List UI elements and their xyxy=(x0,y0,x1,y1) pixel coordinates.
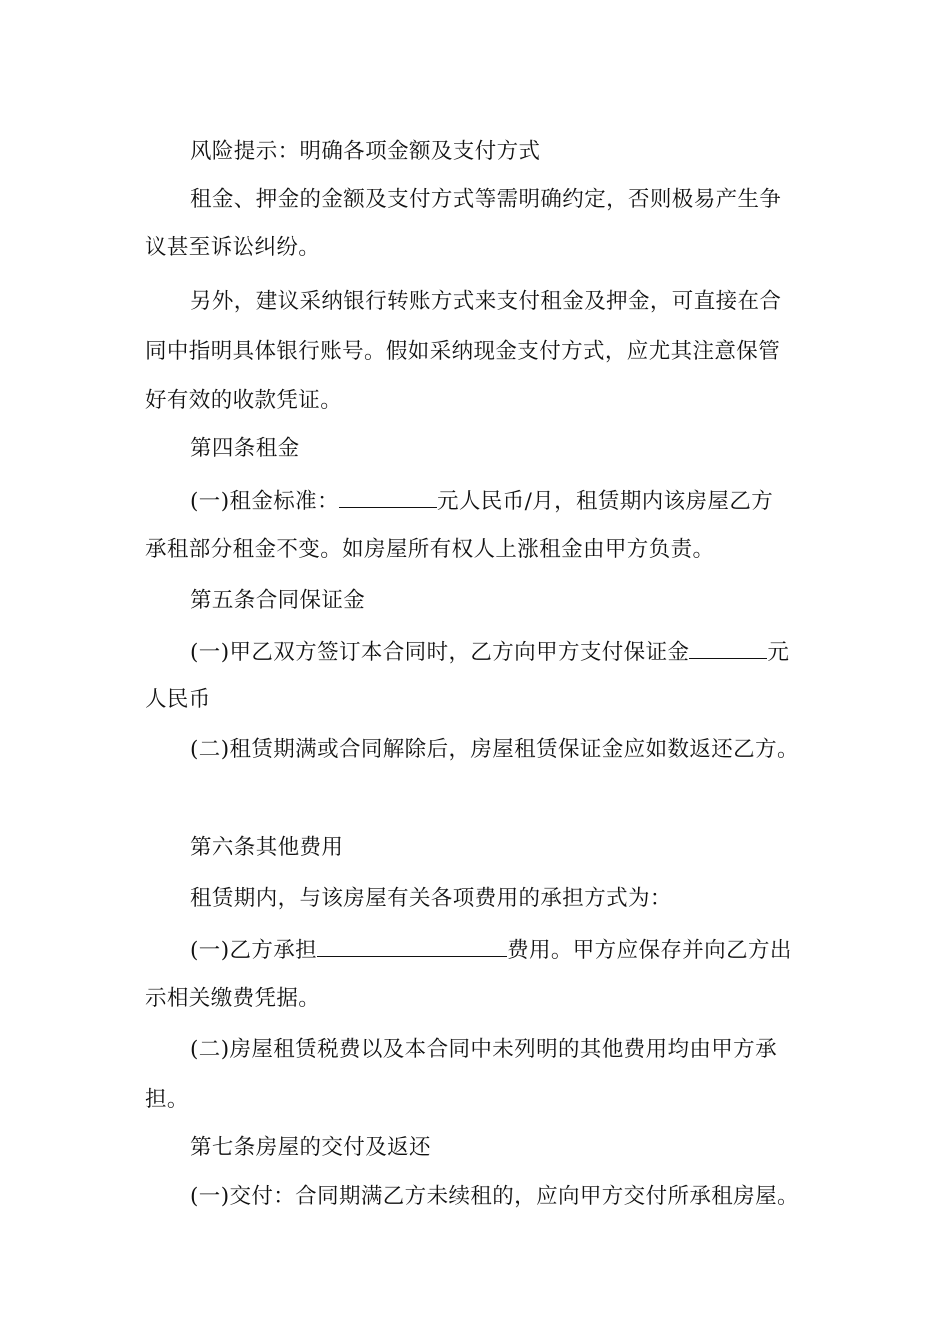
paragraph-text: 同中指明具体银行账号。假如采纳现金支付方式，应尤其注意保管 xyxy=(145,339,781,364)
paragraph-text: 承租部分租金不变。如房屋所有权人上涨租金由甲方负责。 xyxy=(145,537,715,562)
paragraph-line xyxy=(145,535,825,565)
article-heading xyxy=(190,586,870,616)
paragraph-text: (一)租金标准： xyxy=(190,489,339,514)
article-heading-text: 第六条其他费用 xyxy=(190,835,344,860)
paragraph-text: 人民币 xyxy=(145,687,211,712)
paragraph-line xyxy=(145,337,825,367)
paragraph-line xyxy=(190,1035,870,1065)
paragraph-line xyxy=(145,233,825,263)
paragraph-text: (一)交付：合同期满乙方未续租的，应向甲方交付所承租房屋。 xyxy=(190,1184,799,1209)
article-heading-text: 第五条合同保证金 xyxy=(190,588,366,613)
paragraph-text: 费用。甲方应保存并向乙方出 xyxy=(507,938,792,963)
paragraph-line xyxy=(190,735,870,765)
article-heading-text: 第七条房屋的交付及返还 xyxy=(190,1135,431,1160)
paragraph-text: 议甚至诉讼纠纷。 xyxy=(145,235,321,260)
paragraph-text: 好有效的收款凭证。 xyxy=(145,388,343,413)
risk-tip-heading-text: 风险提示：明确各项金额及支付方式 xyxy=(190,139,541,164)
paragraph-line xyxy=(190,185,870,215)
article-heading-text: 第四条租金 xyxy=(190,436,300,461)
paragraph-text: 租赁期内，与该房屋有关各项费用的承担方式为： xyxy=(190,886,672,911)
article-heading xyxy=(190,434,870,464)
paragraph-text: (二)租赁期满或合同解除后，房屋租赁保证金应如数返还乙方。 xyxy=(190,737,799,762)
paragraph-line xyxy=(190,485,870,517)
paragraph-line xyxy=(190,934,870,966)
article-heading xyxy=(190,1133,870,1163)
paragraph-text: 担。 xyxy=(145,1087,189,1112)
paragraph-line xyxy=(145,386,825,416)
article-heading xyxy=(190,833,870,863)
paragraph-text: (一)乙方承担 xyxy=(190,938,318,963)
paragraph-text: 另外，建议采纳银行转账方式来支付租金及押金，可直接在合 xyxy=(190,289,782,314)
paragraph-text: 租金、押金的金额及支付方式等需明确约定，否则极易产生争 xyxy=(190,187,782,212)
risk-tip-heading xyxy=(190,137,870,167)
paragraph-line xyxy=(190,884,870,914)
paragraph-line xyxy=(145,1085,825,1115)
paragraph-text: 元人民币/月，租赁期内该房屋乙方 xyxy=(436,489,774,514)
paragraph-text: 元 xyxy=(767,640,790,665)
fee-items-blank xyxy=(317,934,507,957)
paragraph-line xyxy=(145,984,825,1014)
paragraph-text: (一)甲乙双方签订本合同时，乙方向甲方支付保证金 xyxy=(190,640,690,665)
deposit-amount-blank xyxy=(689,636,767,659)
paragraph-line xyxy=(190,287,870,317)
rent-amount-blank xyxy=(339,485,437,508)
paragraph-line xyxy=(190,1182,870,1212)
paragraph-line xyxy=(145,685,825,715)
paragraph-line xyxy=(190,636,870,668)
paragraph-text: (二)房屋租赁税费以及本合同中未列明的其他费用均由甲方承 xyxy=(190,1037,777,1062)
paragraph-text: 示相关缴费凭据。 xyxy=(145,986,321,1011)
